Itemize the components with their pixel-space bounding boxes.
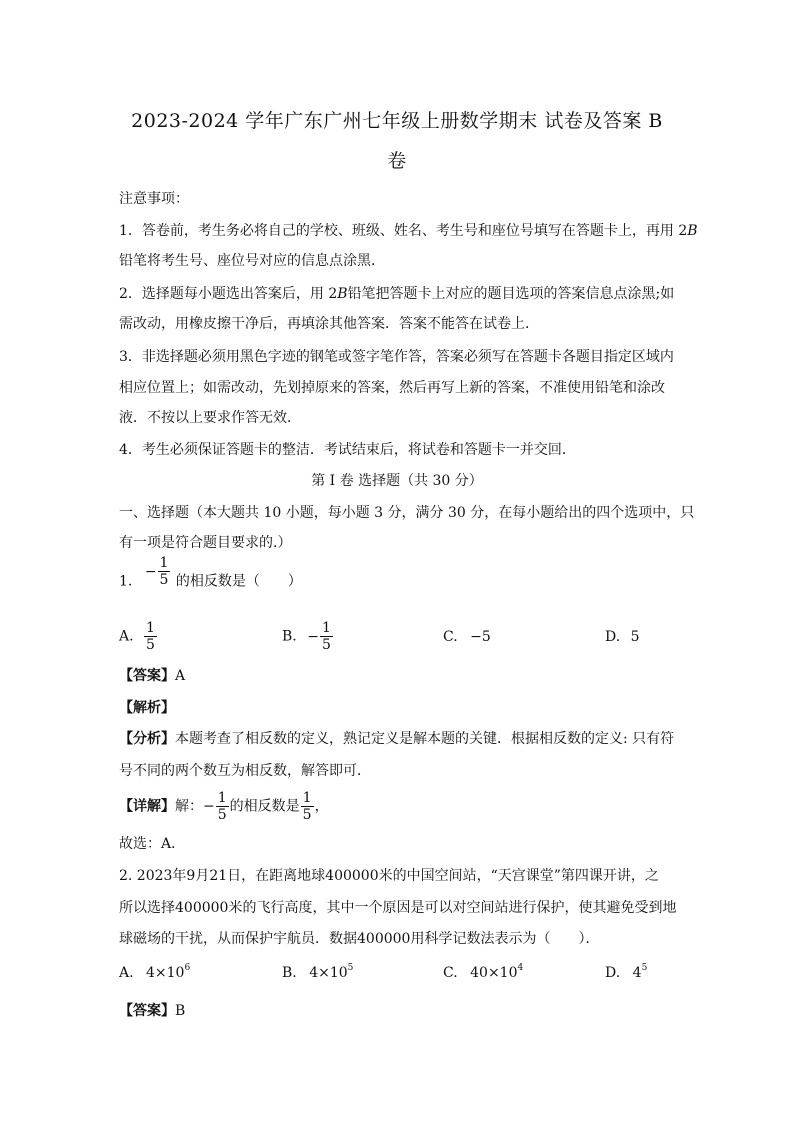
q1-option-d: D. 5	[605, 629, 640, 645]
question-1	[119, 555, 302, 598]
note-3-cont: 相应位置上；如需改动，先划掉原来的答案，然后再写上新的答案，不准使用铅笔和涂改	[119, 380, 665, 396]
note-3: 3．非选择题必须用黑色字迹的钢笔或签字笔作答，答案必须写在答题卡各题目指定区域内	[119, 349, 674, 365]
fraction: $\frac{1}{5}$	[159, 555, 169, 588]
part-1-intro: 一、选择题（本大题共 10 小题，每小题 3 分，满分 30 分，在每小题给出的四个选项中，只	[119, 505, 695, 521]
note-2-cont: 需改动，用橡皮擦干净后，再填涂其他答案．答案不能答在试卷上．	[119, 316, 539, 332]
part-1-intro-cont: 有一项是符合题目要求的.）	[119, 535, 292, 551]
section-title: 第 I 卷 选择题（共 30 分）	[311, 473, 483, 489]
notes-heading: 注意事项：	[119, 191, 189, 207]
note-2-text-b: 铅笔把答题卡上对应的题目选项的答案信息点涂黑;如	[347, 286, 675, 302]
q2-option-a: A. $4\times 10^6$	[119, 963, 191, 981]
q1-option-c: C. −5	[443, 629, 491, 645]
q1-analysis-label: 【解析】	[119, 700, 175, 716]
note-4: 4．考生必须保证答题卡的整洁．考试结束后，将试卷和答题卡一并交回．	[119, 442, 576, 458]
question-2-cont: 所以选择400000米的飞行高度，其中一个原因是可以对空间站进行保护，使其避免受到地	[119, 900, 677, 916]
q2-answer: 【答案】B	[119, 1003, 186, 1019]
q1-fenxi-cont: 号不同的两个数互为相反数，解答即可．	[119, 763, 371, 779]
question-2: 2. 2023年9月21日，在距离地球400000米的中国空间站，“天宫课堂”第四课开讲，之	[119, 868, 659, 884]
question-2-cont2: 球磁场的干扰，从而保护宇航员．数据400000用科学记数法表示为（ ）．	[119, 931, 600, 947]
note-1-text: 1．答卷前，考生务必将自己的学校、班级、姓名、考生号和座位号填写在答题卡上，再用 2	[119, 223, 688, 239]
page-title: 2023-2024 学年广东广州七年级上册数学期末 试卷及答案 B	[131, 110, 663, 132]
note-2-italic: B	[337, 286, 348, 302]
q1-detail: 【详解】解：− $\frac{1}{5}$ 的相反数是 $\frac{1}{5}$ ，	[119, 790, 329, 823]
q2-option-b: B. $4\times 10^5$	[282, 963, 354, 981]
note-2-text: 2．选择题每小题选出答案后，用 2	[119, 286, 338, 302]
note-1	[119, 220, 698, 240]
note-2	[119, 283, 674, 303]
q1-fenxi: 【分析】本题考查了相反数的定义，熟记定义是解本题的关键．根据相反数的定义: 只有符	[119, 731, 675, 747]
q1-option-b: B. − $\frac{1}{5}$	[282, 620, 331, 653]
note-1-italic: B	[687, 223, 698, 239]
question-text: 的相反数是（ ）	[175, 573, 302, 590]
q2-option-d: D. $4^5$	[605, 963, 648, 981]
note-1-cont: 铅笔将考生号、座位号对应的信息点涂黑．	[119, 253, 385, 269]
q1-answer: 【答案】A	[119, 668, 186, 684]
q1-option-a: A. $\frac{1}{5}$	[119, 620, 155, 653]
question-number: 1.	[119, 573, 133, 590]
q1-choose: 故选：A．	[119, 836, 186, 852]
note-3-cont2: 液．不按以上要求作答无效．	[119, 410, 301, 426]
minus-sign: −	[144, 563, 157, 580]
q2-option-c: C. $40\times 10^4$	[443, 963, 524, 981]
page-title-continued: 卷	[387, 150, 407, 172]
